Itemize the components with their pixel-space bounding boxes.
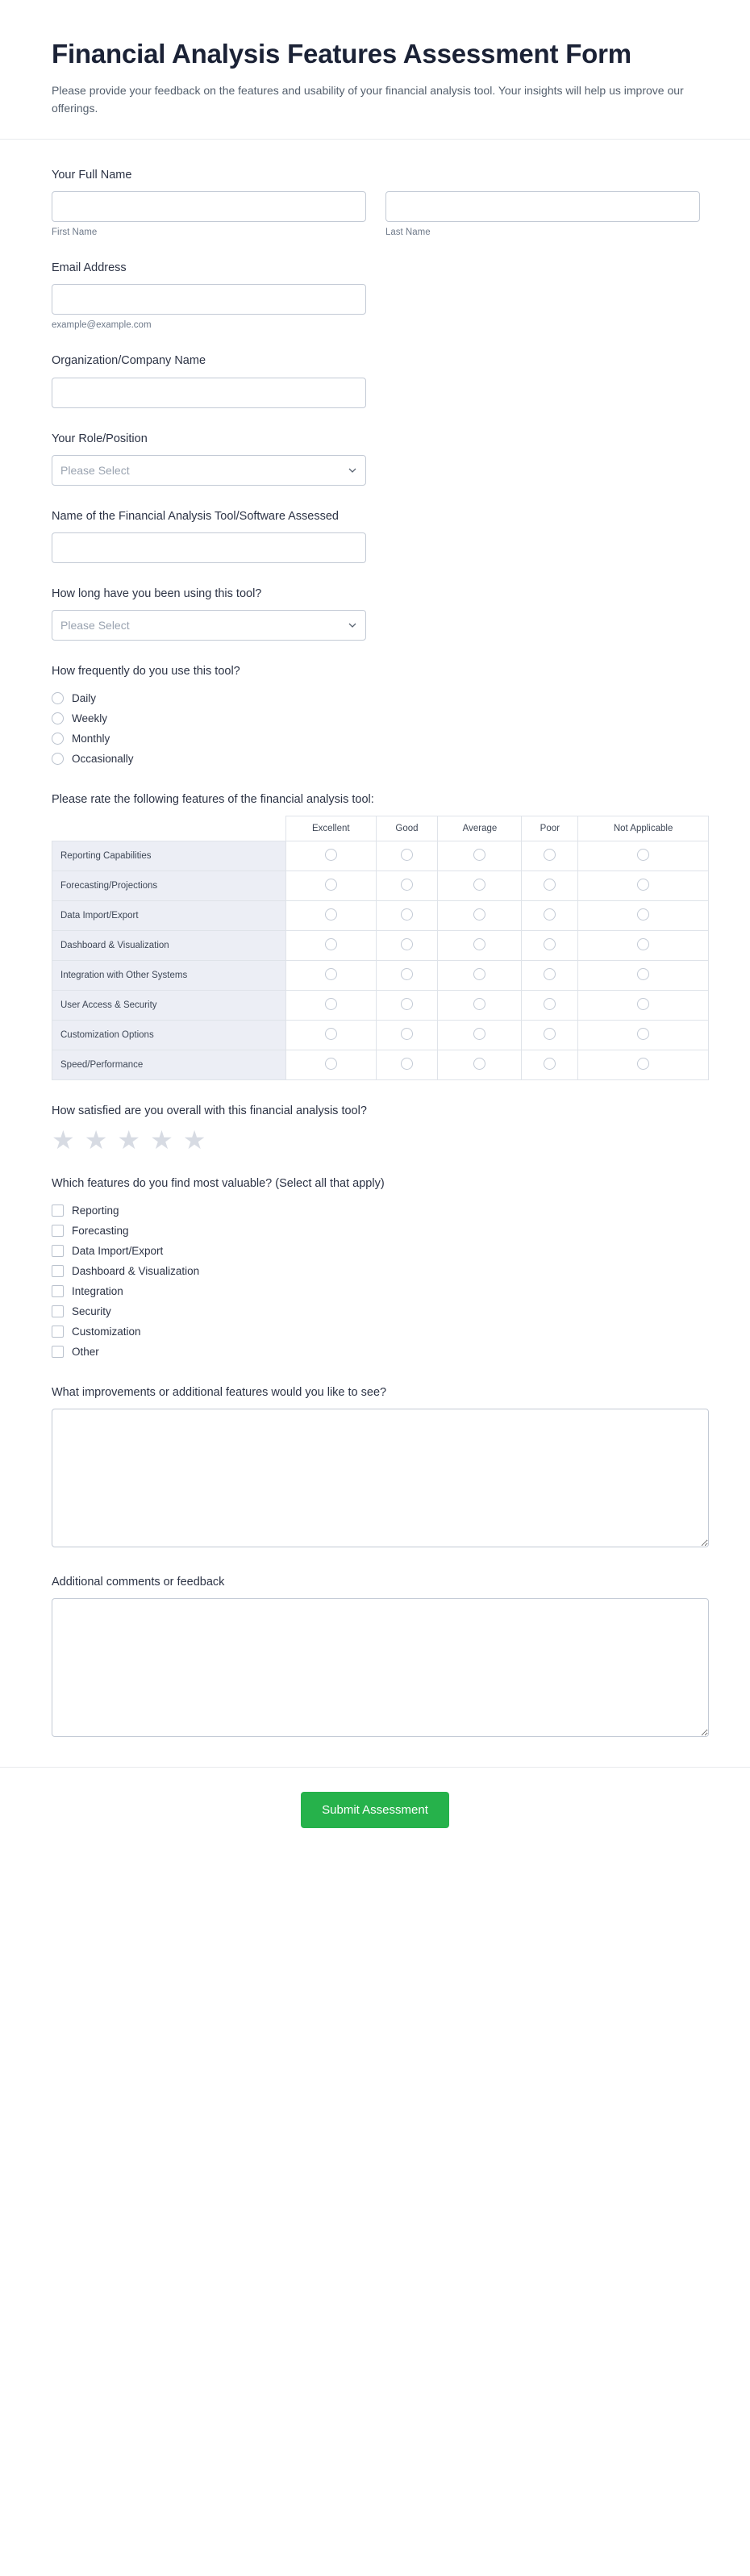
matrix-cell[interactable] bbox=[522, 870, 578, 900]
organization-input[interactable] bbox=[52, 378, 366, 408]
field-duration bbox=[52, 576, 698, 653]
first-name-input[interactable] bbox=[52, 191, 366, 222]
field-role bbox=[52, 421, 698, 499]
radio-option-weekly[interactable] bbox=[52, 708, 698, 729]
matrix-cell[interactable] bbox=[522, 930, 578, 960]
matrix-cell[interactable] bbox=[286, 930, 377, 960]
table-row bbox=[52, 841, 709, 870]
matrix-cell[interactable] bbox=[376, 930, 438, 960]
checkbox-icon[interactable] bbox=[52, 1346, 64, 1358]
matrix-cell[interactable] bbox=[286, 960, 377, 990]
radio-icon[interactable] bbox=[325, 968, 337, 980]
radio-icon[interactable] bbox=[637, 938, 649, 950]
improvements-textarea[interactable] bbox=[52, 1409, 709, 1547]
last-name-col bbox=[385, 191, 700, 237]
star-icon-5[interactable]: ★ bbox=[182, 1125, 206, 1155]
matrix-row-label: Dashboard & Visualization bbox=[52, 930, 286, 960]
email-hint: example@example.com bbox=[52, 320, 152, 331]
checkbox-label: Customization bbox=[72, 1325, 141, 1338]
matrix-cell[interactable] bbox=[376, 1050, 438, 1079]
radio-icon[interactable] bbox=[473, 1058, 485, 1070]
valuable-features-label: Which features do you find most valuable? (Select all that apply) bbox=[52, 1177, 385, 1191]
radio-icon[interactable] bbox=[544, 968, 556, 980]
page-title: Financial Analysis Features Assessment Form bbox=[52, 39, 631, 69]
star-rating[interactable] bbox=[52, 1127, 698, 1153]
role-select[interactable] bbox=[52, 455, 366, 486]
radio-icon[interactable] bbox=[637, 998, 649, 1010]
last-name-hint: Last Name bbox=[385, 227, 431, 237]
radio-icon[interactable] bbox=[325, 1028, 337, 1040]
radio-icon[interactable] bbox=[52, 733, 64, 745]
matrix-cell[interactable] bbox=[578, 870, 709, 900]
duration-select[interactable] bbox=[52, 610, 366, 641]
field-valuable-features bbox=[52, 1166, 698, 1374]
matrix-row-label: Data Import/Export bbox=[52, 900, 286, 930]
submit-button[interactable]: Submit Assessment bbox=[301, 1792, 449, 1828]
checkbox-icon[interactable] bbox=[52, 1305, 64, 1317]
radio-icon[interactable] bbox=[637, 879, 649, 891]
last-name-input[interactable] bbox=[385, 191, 700, 222]
checkbox-icon[interactable] bbox=[52, 1204, 64, 1217]
role-select-wrap bbox=[52, 455, 366, 486]
radio-icon[interactable] bbox=[473, 968, 485, 980]
radio-icon[interactable] bbox=[544, 879, 556, 891]
field-email bbox=[52, 250, 698, 343]
radio-icon[interactable] bbox=[401, 998, 413, 1010]
checkbox-icon[interactable] bbox=[52, 1225, 64, 1237]
radio-option-monthly[interactable] bbox=[52, 729, 698, 749]
matrix-cell[interactable] bbox=[438, 900, 522, 930]
matrix-row-label: Reporting Capabilities bbox=[52, 841, 286, 870]
checkbox-label: Data Import/Export bbox=[72, 1244, 164, 1257]
matrix-cell[interactable] bbox=[578, 930, 709, 960]
checkbox-option-other[interactable] bbox=[52, 1342, 698, 1362]
form-description: Please provide your feedback on the features and usability of your financial analysis tool. Your insights will help us improve our offerings. bbox=[52, 84, 684, 115]
valuable-features-options bbox=[52, 1200, 698, 1362]
matrix-row-label: Integration with Other Systems bbox=[52, 960, 286, 990]
matrix-cell[interactable] bbox=[438, 841, 522, 870]
star-icon-1[interactable]: ★ bbox=[52, 1125, 75, 1155]
table-row bbox=[52, 1050, 709, 1079]
matrix-cell[interactable] bbox=[578, 990, 709, 1020]
email-label: Email Address bbox=[52, 261, 127, 274]
matrix-row-label: Forecasting/Projections bbox=[52, 870, 286, 900]
radio-option-daily[interactable] bbox=[52, 688, 698, 708]
radio-icon[interactable] bbox=[473, 938, 485, 950]
radio-icon[interactable] bbox=[325, 938, 337, 950]
radio-label: Occasionally bbox=[72, 752, 134, 765]
table-row bbox=[52, 1020, 709, 1050]
table-row bbox=[52, 900, 709, 930]
checkbox-icon[interactable] bbox=[52, 1245, 64, 1257]
tool-name-label: Name of the Financial Analysis Tool/Software Assessed bbox=[52, 509, 339, 523]
checkbox-label: Dashboard & Visualization bbox=[72, 1264, 200, 1277]
matrix-cell[interactable] bbox=[286, 841, 377, 870]
checkbox-label: Reporting bbox=[72, 1204, 119, 1217]
table-row bbox=[52, 870, 709, 900]
radio-icon[interactable] bbox=[325, 998, 337, 1010]
matrix-col-good: Good bbox=[376, 816, 438, 841]
radio-icon[interactable] bbox=[637, 849, 649, 861]
matrix-cell[interactable] bbox=[578, 1020, 709, 1050]
checkbox-icon[interactable] bbox=[52, 1265, 64, 1277]
radio-icon[interactable] bbox=[473, 879, 485, 891]
matrix-body bbox=[52, 841, 709, 1079]
organization-label: Organization/Company Name bbox=[52, 354, 206, 368]
form-header bbox=[0, 0, 750, 140]
matrix-cell[interactable] bbox=[578, 960, 709, 990]
field-frequency bbox=[52, 653, 698, 781]
radio-icon[interactable] bbox=[637, 1028, 649, 1040]
radio-icon[interactable] bbox=[473, 849, 485, 861]
field-improvements bbox=[52, 1375, 698, 1564]
matrix-cell[interactable] bbox=[376, 900, 438, 930]
radio-icon[interactable] bbox=[473, 998, 485, 1010]
checkbox-label: Other bbox=[72, 1345, 99, 1358]
checkbox-label: Forecasting bbox=[72, 1224, 129, 1237]
matrix-cell[interactable] bbox=[286, 990, 377, 1020]
radio-icon[interactable] bbox=[637, 908, 649, 921]
radio-icon[interactable] bbox=[544, 998, 556, 1010]
radio-icon[interactable] bbox=[544, 1058, 556, 1070]
matrix-row-label: Speed/Performance bbox=[52, 1050, 286, 1079]
radio-label: Weekly bbox=[72, 712, 108, 724]
duration-select-wrap bbox=[52, 610, 366, 641]
matrix-cell[interactable] bbox=[286, 1020, 377, 1050]
first-name-col bbox=[52, 191, 366, 237]
matrix-row-label: Customization Options bbox=[52, 1020, 286, 1050]
radio-icon[interactable] bbox=[637, 1058, 649, 1070]
improvements-label: What improvements or additional features would you like to see? bbox=[52, 1385, 387, 1399]
radio-icon[interactable] bbox=[325, 849, 337, 861]
star-icon-4[interactable]: ★ bbox=[150, 1125, 173, 1155]
matrix-cell[interactable] bbox=[522, 990, 578, 1020]
duration-label: How long have you been using this tool? bbox=[52, 587, 262, 601]
matrix-corner bbox=[52, 816, 286, 841]
matrix-row-label: User Access & Security bbox=[52, 990, 286, 1020]
form-body bbox=[0, 140, 750, 1768]
matrix-cell[interactable] bbox=[286, 870, 377, 900]
field-comments bbox=[52, 1564, 698, 1754]
email-input[interactable] bbox=[52, 284, 366, 315]
radio-icon[interactable] bbox=[401, 908, 413, 921]
radio-icon[interactable] bbox=[637, 968, 649, 980]
checkbox-label: Integration bbox=[72, 1284, 123, 1297]
matrix-cell[interactable] bbox=[376, 960, 438, 990]
matrix-cell[interactable] bbox=[376, 841, 438, 870]
first-name-hint: First Name bbox=[52, 227, 98, 237]
radio-label: Daily bbox=[72, 691, 97, 704]
checkbox-option-integration[interactable] bbox=[52, 1281, 698, 1301]
radio-icon[interactable] bbox=[473, 908, 485, 921]
checkbox-option-forecasting[interactable] bbox=[52, 1221, 698, 1241]
radio-label: Monthly bbox=[72, 732, 110, 745]
field-satisfaction bbox=[52, 1093, 698, 1166]
matrix-cell[interactable] bbox=[438, 870, 522, 900]
matrix-cell[interactable] bbox=[286, 1050, 377, 1079]
field-tool-name bbox=[52, 499, 698, 576]
checkbox-option-security[interactable] bbox=[52, 1301, 698, 1321]
frequency-label: How frequently do you use this tool? bbox=[52, 665, 240, 678]
matrix-cell[interactable] bbox=[522, 1050, 578, 1079]
radio-icon[interactable] bbox=[544, 849, 556, 861]
table-row bbox=[52, 930, 709, 960]
radio-icon[interactable] bbox=[401, 968, 413, 980]
field-full-name bbox=[52, 157, 698, 250]
checkbox-option-dashboard-visualization[interactable] bbox=[52, 1261, 698, 1281]
checkbox-icon[interactable] bbox=[52, 1285, 64, 1297]
radio-icon[interactable] bbox=[325, 879, 337, 891]
matrix-cell[interactable] bbox=[376, 870, 438, 900]
satisfaction-label: How satisfied are you overall with this financial analysis tool? bbox=[52, 1104, 367, 1117]
radio-icon[interactable] bbox=[544, 1028, 556, 1040]
radio-icon[interactable] bbox=[401, 1028, 413, 1040]
comments-label: Additional comments or feedback bbox=[52, 1575, 225, 1589]
field-organization bbox=[52, 343, 698, 420]
matrix-col-poor: Poor bbox=[522, 816, 578, 841]
radio-option-occasionally[interactable] bbox=[52, 749, 698, 769]
table-row bbox=[52, 960, 709, 990]
role-label: Your Role/Position bbox=[52, 432, 148, 445]
matrix-cell[interactable] bbox=[522, 841, 578, 870]
checkbox-option-customization[interactable] bbox=[52, 1321, 698, 1342]
matrix-cell[interactable] bbox=[438, 990, 522, 1020]
matrix-header bbox=[52, 816, 709, 841]
radio-icon[interactable] bbox=[52, 712, 64, 724]
matrix-cell[interactable] bbox=[522, 1020, 578, 1050]
matrix-cell[interactable] bbox=[578, 1050, 709, 1079]
radio-icon[interactable] bbox=[544, 908, 556, 921]
matrix-cell[interactable] bbox=[438, 1020, 522, 1050]
matrix-col-not-applicable: Not Applicable bbox=[578, 816, 709, 841]
matrix-cell[interactable] bbox=[438, 960, 522, 990]
matrix-cell[interactable] bbox=[376, 1020, 438, 1050]
table-row bbox=[52, 990, 709, 1020]
matrix-cell[interactable] bbox=[438, 930, 522, 960]
radio-icon[interactable] bbox=[52, 692, 64, 704]
matrix-cell[interactable] bbox=[578, 841, 709, 870]
matrix-cell[interactable] bbox=[438, 1050, 522, 1079]
radio-icon[interactable] bbox=[473, 1028, 485, 1040]
radio-icon[interactable] bbox=[52, 753, 64, 765]
star-icon-2[interactable]: ★ bbox=[84, 1125, 108, 1155]
matrix-cell[interactable] bbox=[376, 990, 438, 1020]
matrix-col-average: Average bbox=[438, 816, 522, 841]
radio-icon[interactable] bbox=[325, 908, 337, 921]
checkbox-option-reporting[interactable] bbox=[52, 1200, 698, 1221]
comments-textarea[interactable] bbox=[52, 1598, 709, 1737]
checkbox-option-data-import-export[interactable] bbox=[52, 1241, 698, 1261]
radio-icon[interactable] bbox=[401, 1058, 413, 1070]
table-header-row bbox=[52, 816, 709, 841]
matrix-cell[interactable] bbox=[286, 900, 377, 930]
radio-icon[interactable] bbox=[544, 938, 556, 950]
spacer bbox=[52, 1754, 698, 1759]
matrix-cell[interactable] bbox=[522, 960, 578, 990]
full-name-row bbox=[52, 191, 698, 237]
radio-icon[interactable] bbox=[401, 938, 413, 950]
form-footer bbox=[0, 1767, 750, 1867]
radio-icon[interactable] bbox=[325, 1058, 337, 1070]
field-rating-matrix bbox=[52, 782, 698, 1093]
tool-name-input[interactable] bbox=[52, 532, 366, 563]
rating-matrix-label: Please rate the following features of the financial analysis tool: bbox=[52, 792, 374, 806]
frequency-options bbox=[52, 688, 698, 769]
checkbox-label: Security bbox=[72, 1305, 111, 1317]
radio-icon[interactable] bbox=[401, 879, 413, 891]
checkbox-icon[interactable] bbox=[52, 1326, 64, 1338]
matrix-cell[interactable] bbox=[522, 900, 578, 930]
star-icon-3[interactable]: ★ bbox=[117, 1125, 141, 1155]
radio-icon[interactable] bbox=[401, 849, 413, 861]
matrix-col-excellent: Excellent bbox=[286, 816, 377, 841]
matrix-cell[interactable] bbox=[578, 900, 709, 930]
full-name-label: Your Full Name bbox=[52, 168, 132, 182]
rating-matrix-table bbox=[52, 816, 709, 1080]
